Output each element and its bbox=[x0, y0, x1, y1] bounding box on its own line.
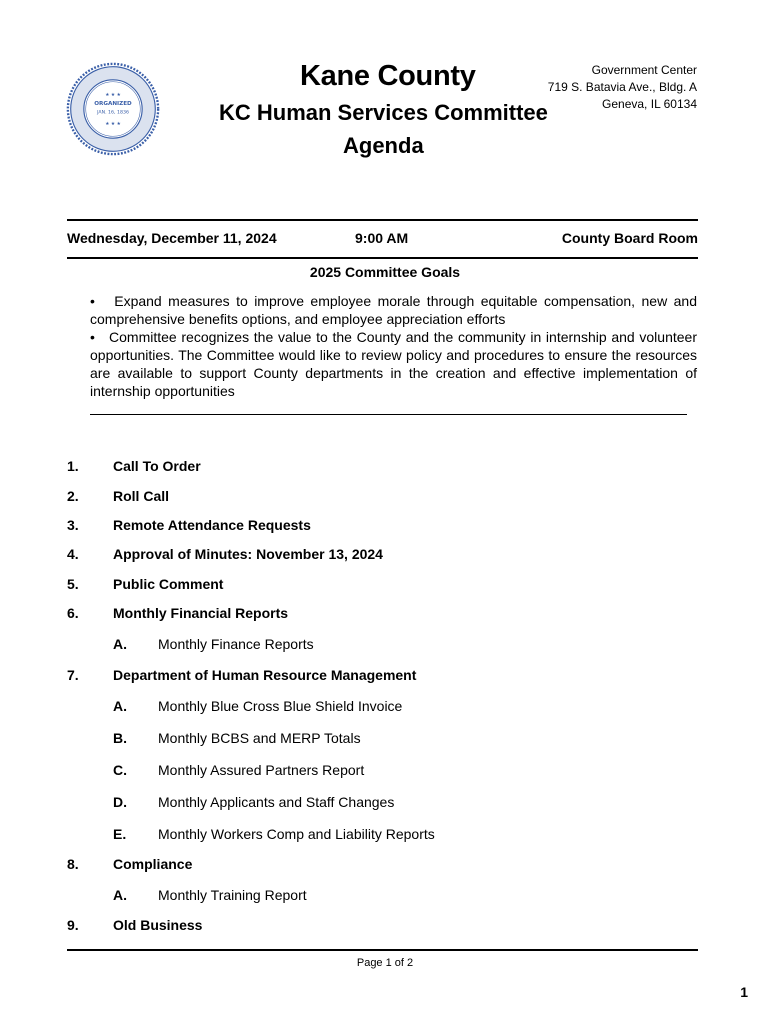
page-number: 1 bbox=[740, 984, 748, 1000]
agenda-item-number: 6. bbox=[67, 605, 79, 621]
svg-text:★ ★ ★: ★ ★ ★ bbox=[105, 121, 121, 127]
address-line: 719 S. Batavia Ave., Bldg. A bbox=[547, 80, 697, 94]
divider bbox=[67, 949, 698, 951]
agenda-item-title: Public Comment bbox=[113, 576, 224, 592]
sub-item-text: Monthly Training Report bbox=[158, 887, 307, 903]
sub-item-text: Monthly Workers Comp and Liability Reports bbox=[158, 826, 435, 842]
svg-text:ORGANIZED: ORGANIZED bbox=[94, 101, 132, 108]
meeting-time: 9:00 AM bbox=[355, 230, 409, 246]
sub-item-text: Monthly BCBS and MERP Totals bbox=[158, 730, 361, 746]
sub-item-letter: D. bbox=[113, 794, 127, 810]
sub-item-letter: A. bbox=[113, 887, 127, 903]
sub-item-letter: A. bbox=[113, 698, 127, 714]
committee-name: KC Human Services Committee bbox=[219, 100, 548, 125]
agenda-item-title: Remote Attendance Requests bbox=[113, 517, 311, 533]
agenda-item-number: 3. bbox=[67, 517, 79, 533]
agenda-item-title: Compliance bbox=[113, 856, 193, 872]
address-line: Geneva, IL 60134 bbox=[602, 97, 697, 111]
goal-item: • Committee recognizes the value to the County and the community in internship and volunteer opportunities. The Committee would like to review policy and procedures to ensure the resources are available to support County departments in the creation and effective implementation of internship opportunities bbox=[90, 329, 697, 399]
agenda-item-title: Approval of Minutes: November 13, 2024 bbox=[113, 546, 383, 562]
county-seal bbox=[66, 62, 160, 156]
svg-text:JAN. 16, 1836: JAN. 16, 1836 bbox=[97, 110, 129, 116]
svg-text:★ ★ ★: ★ ★ ★ bbox=[105, 92, 121, 98]
sub-item-letter: C. bbox=[113, 762, 127, 778]
meeting-date: Wednesday, December 11, 2024 bbox=[67, 230, 277, 246]
agenda-item-title: Department of Human Resource Management bbox=[113, 667, 417, 683]
agenda-item-title: Roll Call bbox=[113, 488, 170, 504]
meeting-location: County Board Room bbox=[561, 230, 698, 246]
sub-item-letter: E. bbox=[113, 826, 127, 842]
sub-item-text: Monthly Applicants and Staff Changes bbox=[158, 794, 395, 810]
agenda-item-number: 7. bbox=[67, 667, 79, 683]
sub-item-text: Monthly Assured Partners Report bbox=[158, 762, 365, 778]
sub-item-letter: A. bbox=[113, 636, 127, 652]
agenda-item-title: Call To Order bbox=[113, 458, 201, 474]
address-block bbox=[548, 62, 697, 113]
goals-list bbox=[90, 292, 697, 400]
agenda-item-title: Monthly Financial Reports bbox=[113, 605, 289, 621]
county-name: Kane County bbox=[300, 60, 476, 92]
page-indicator: Page 1 of 2 bbox=[356, 957, 414, 969]
divider bbox=[90, 414, 687, 415]
agenda-item-number: 1. bbox=[67, 458, 79, 474]
address-line: Government Center bbox=[591, 63, 697, 77]
sub-item-text: Monthly Finance Reports bbox=[158, 636, 314, 652]
agenda-item-number: 8. bbox=[67, 856, 79, 872]
goal-item: • Expand measures to improve employee morale through equitable compensation, new and comprehensive benefits options, and employee appreciation efforts bbox=[90, 293, 697, 327]
agenda-item-number: 2. bbox=[67, 488, 79, 504]
divider bbox=[67, 219, 698, 221]
agenda-item-number: 9. bbox=[67, 917, 79, 933]
sub-item-letter: B. bbox=[113, 730, 127, 746]
agenda-item-number: 5. bbox=[67, 576, 79, 592]
document-type: Agenda bbox=[343, 133, 424, 158]
agenda-item-number: 4. bbox=[67, 546, 79, 562]
goals-title: 2025 Committee Goals bbox=[309, 264, 461, 280]
sub-item-text: Monthly Blue Cross Blue Shield Invoice bbox=[158, 698, 403, 714]
agenda-item-title: Old Business bbox=[113, 917, 203, 933]
divider bbox=[67, 257, 698, 259]
